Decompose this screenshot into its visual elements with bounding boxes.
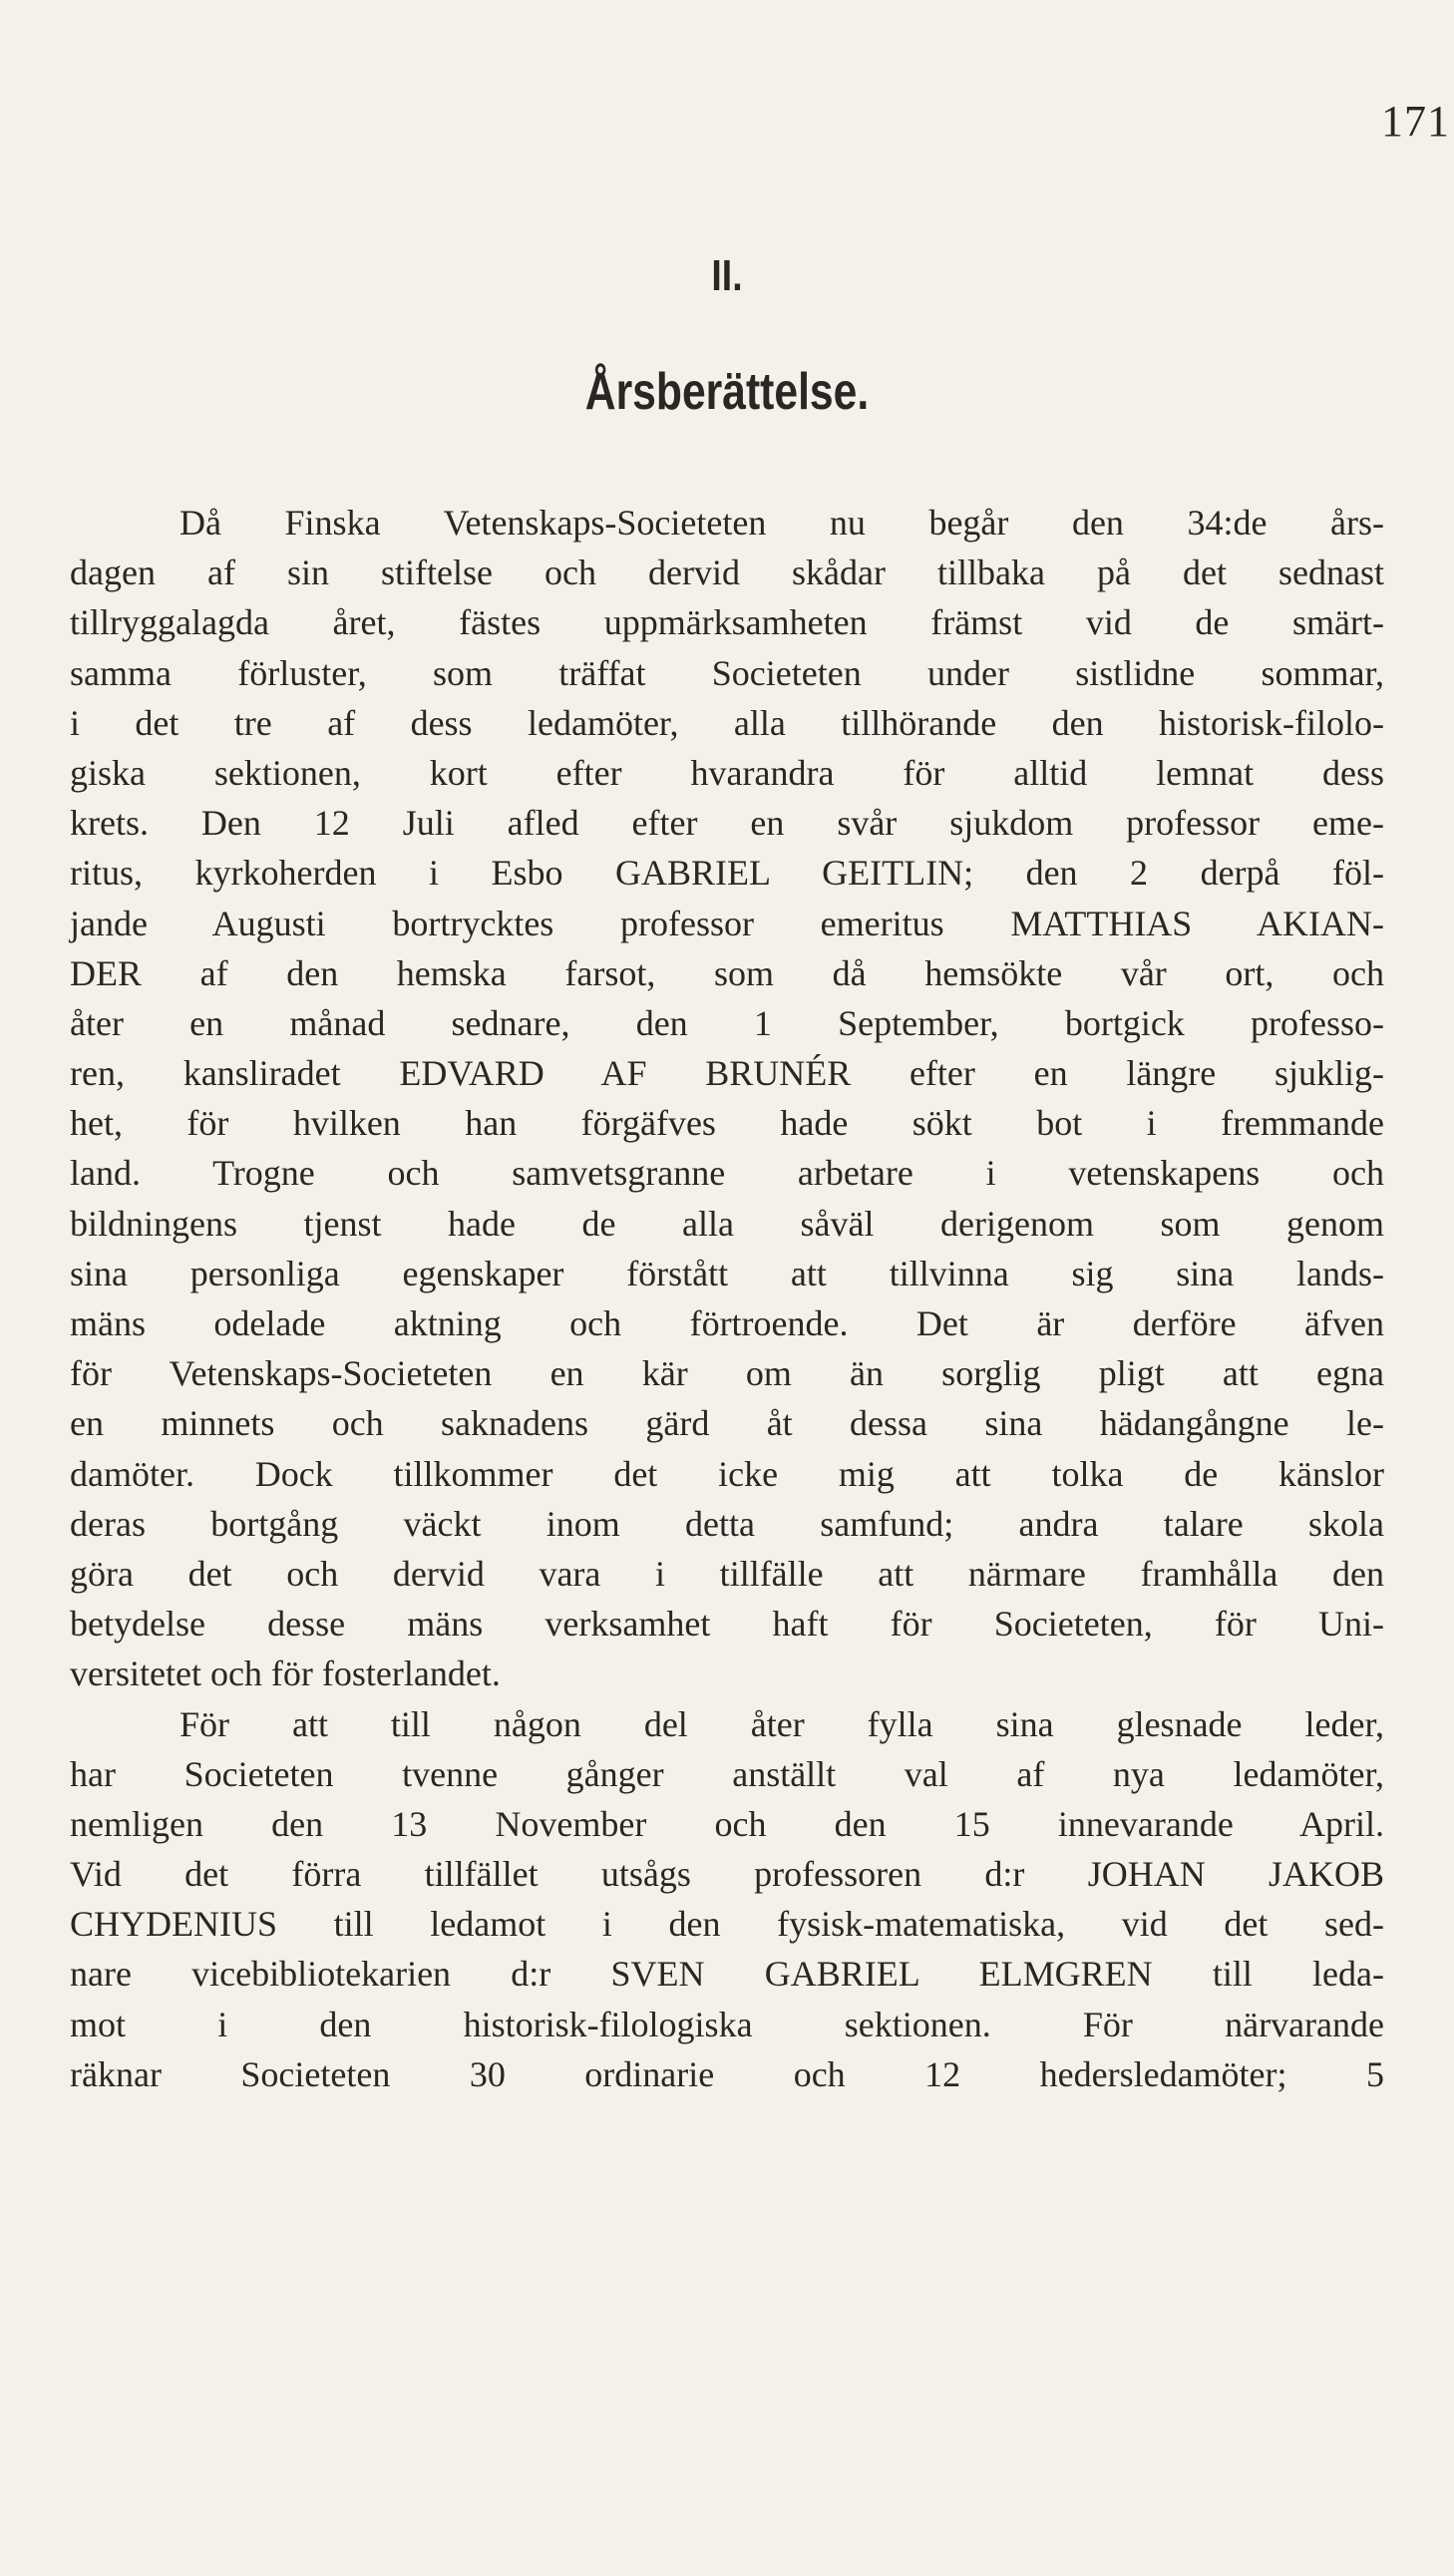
text-line: räknar Societeten 30 ordinarie och 12 hedersledamöter; 5	[70, 2053, 1384, 2094]
text-line: tillryggalagda året, fästes uppmärksamheten främst vid de smärt-	[70, 602, 1384, 643]
text-line: mot i den historisk-filologiska sektionen. För närvarande	[70, 2004, 1384, 2044]
text-line: damöter. Dock tillkommer det icke mig att tolka de känslor	[70, 1453, 1384, 1494]
text-line: nemligen den 13 November och den 15 innevarande April.	[70, 1803, 1384, 1844]
text-line: jande Augusti bortrycktes professor emeritus MATTHIAS AKIAN-	[70, 903, 1384, 943]
text-line: Vid det förra tillfället utsågs professoren d:r JOHAN JAKOB	[70, 1854, 1384, 1895]
text-line: samma förluster, som träffat Societeten under sistlidne sommar,	[70, 652, 1384, 693]
text-line: för Vetenskaps-Societeten en kär om än sorglig pligt att egna	[70, 1353, 1384, 1394]
page-number: 171	[1381, 97, 1450, 146]
text-line: göra det och dervid vara i tillfälle att närmare framhålla den	[70, 1553, 1384, 1594]
page-title: Årsberättelse.	[584, 363, 870, 421]
text-line: en minnets och saknadens gärd åt dessa sina hädangångne le-	[70, 1403, 1384, 1444]
text-line: versitetet och för fosterlandet.	[70, 1654, 501, 1694]
text-line: ren, kansliradet EDVARD AF BRUNÉR efter en längre sjuklig-	[70, 1053, 1384, 1094]
text-line: dagen af sin stiftelse och dervid skådar tillbaka på det sednast	[70, 552, 1384, 593]
text-line: åter en månad sednare, den 1 September, bortgick professo-	[70, 1002, 1384, 1043]
text-line: DER af den hemska farsot, som då hemsökte vår ort, och	[70, 952, 1384, 993]
section-number: II.	[711, 251, 743, 300]
text-line: mäns odelade aktning och förtroende. Det är derföre äfven	[70, 1303, 1384, 1343]
text-line: ritus, kyrkoherden i Esbo GABRIEL GEITLIN; den 2 derpå föl-	[70, 853, 1384, 894]
text-line: betydelse desse mäns verksamhet haft för Societeten, för Uni-	[70, 1604, 1384, 1645]
text-line: Då Finska Vetenskaps-Societeten nu begår den 34:de års-	[180, 503, 1384, 543]
text-line: CHYDENIUS till ledamot i den fysisk-matematiska, vid det sed-	[70, 1904, 1384, 1945]
text-line: bildningens tjenst hade de alla såväl derigenom som genom	[70, 1203, 1384, 1244]
text-line: nare vicebibliotekarien d:r SVEN GABRIEL ELMGREN till leda-	[70, 1954, 1384, 1995]
text-line: land. Trogne och samvetsgranne arbetare i vetenskapens och	[70, 1153, 1384, 1194]
text-line: har Societeten tvenne gånger anställt val af nya ledamöter,	[70, 1753, 1384, 1794]
text-line: deras bortgång väckt inom detta samfund; andra talare skola	[70, 1503, 1384, 1544]
text-line: sina personliga egenskaper förstått att tillvinna sig sina lands-	[70, 1253, 1384, 1293]
text-line: krets. Den 12 Juli afled efter en svår sjukdom professor eme-	[70, 803, 1384, 844]
body-text	[70, 498, 1384, 2099]
text-line: het, för hvilken han förgäfves hade sökt bot i fremmande	[70, 1103, 1384, 1144]
text-line: giska sektionen, kort efter hvarandra för alltid lemnat dess	[70, 752, 1384, 793]
text-line: För att till någon del åter fylla sina glesnade leder,	[180, 1703, 1384, 1744]
text-line: i det tre af dess ledamöter, alla tillhörande den historisk-filolo-	[70, 702, 1384, 743]
